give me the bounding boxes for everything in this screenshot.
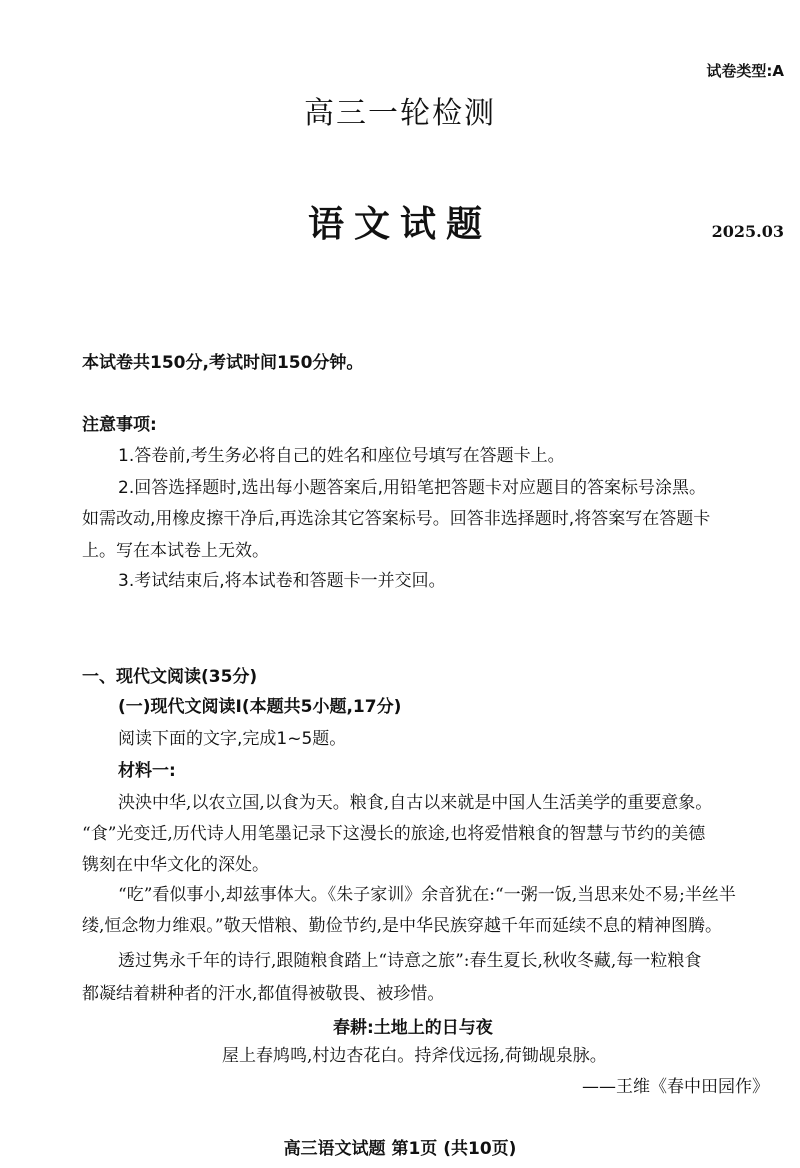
section-heading: 一、现代文阅读(35分): [82, 667, 258, 687]
passage-p3-line-1: 透过隽永千年的诗行,跟随粮食踏上“诗意之旅”:春生夏长,秋收冬藏,每一粒粮食: [118, 951, 702, 971]
exam-subtitle: 高三一轮检测: [304, 96, 496, 131]
note-item-2-line-3: 上。写在本试卷上无效。: [82, 541, 269, 561]
passage-p1-line-3: 镌刻在中华文化的深处。: [82, 855, 269, 875]
page-footer: 高三语文试题 第1页 (共10页): [283, 1139, 517, 1159]
passage-p2-line-1: “吃”看似事小,却兹事体大。《朱子家训》余音犹在:“一粥一饭,当思来处不易;半丝半: [118, 885, 736, 905]
passage-p3-line-2: 都凝结着耕种者的汗水,都值得被敬畏、被珍惜。: [82, 984, 445, 1004]
note-item-2-line-1: 2.回答选择题时,选出每小题答案后,用铅笔把答题卡对应题目的答案标号涂黑。: [118, 478, 707, 498]
note-item-3: 3.考试结束后,将本试卷和答题卡一并交回。: [118, 571, 446, 591]
subsection-heading: (一)现代文阅读I(本题共5小题,17分): [118, 697, 402, 717]
poem-title: 春耕:土地上的日与夜: [333, 1018, 493, 1038]
exam-summary: 本试卷共150分,考试时间150分钟。: [82, 353, 364, 373]
note-item-1: 1.答卷前,考生务必将自己的姓名和座位号填写在答题卡上。: [118, 446, 565, 466]
notes-heading: 注意事项:: [82, 415, 157, 435]
exam-date: 2025.03: [711, 222, 784, 241]
exam-title: 语文试题: [307, 203, 492, 245]
reading-instruction: 阅读下面的文字,完成1~5题。: [118, 729, 347, 749]
passage-p1-line-2: “食”光变迁,历代诗人用笔墨记录下这漫长的旅途,也将爱惜粮食的智慧与节约的美德: [82, 824, 706, 844]
passage-p1-line-1: 泱泱中华,以农立国,以食为天。粮食,自古以来就是中国人生活美学的重要意象。: [118, 793, 713, 813]
material-label: 材料一:: [118, 761, 176, 781]
poem-attribution: ——王维《春中田园作》: [582, 1077, 769, 1097]
passage-p2-line-2: 缕,恒念物力维艰。”敬天惜粮、勤俭节约,是中华民族穿越千年而延续不息的精神图腾。: [82, 916, 722, 936]
poem-line: 屋上春鸠鸣,村边杏花白。持斧伐远扬,荷锄觇泉脉。: [222, 1046, 607, 1066]
paper-type-label: 试卷类型:A: [706, 62, 784, 80]
note-item-2-line-2: 如需改动,用橡皮擦干净后,再选涂其它答案标号。回答非选择题时,将答案写在答题卡: [82, 509, 711, 529]
